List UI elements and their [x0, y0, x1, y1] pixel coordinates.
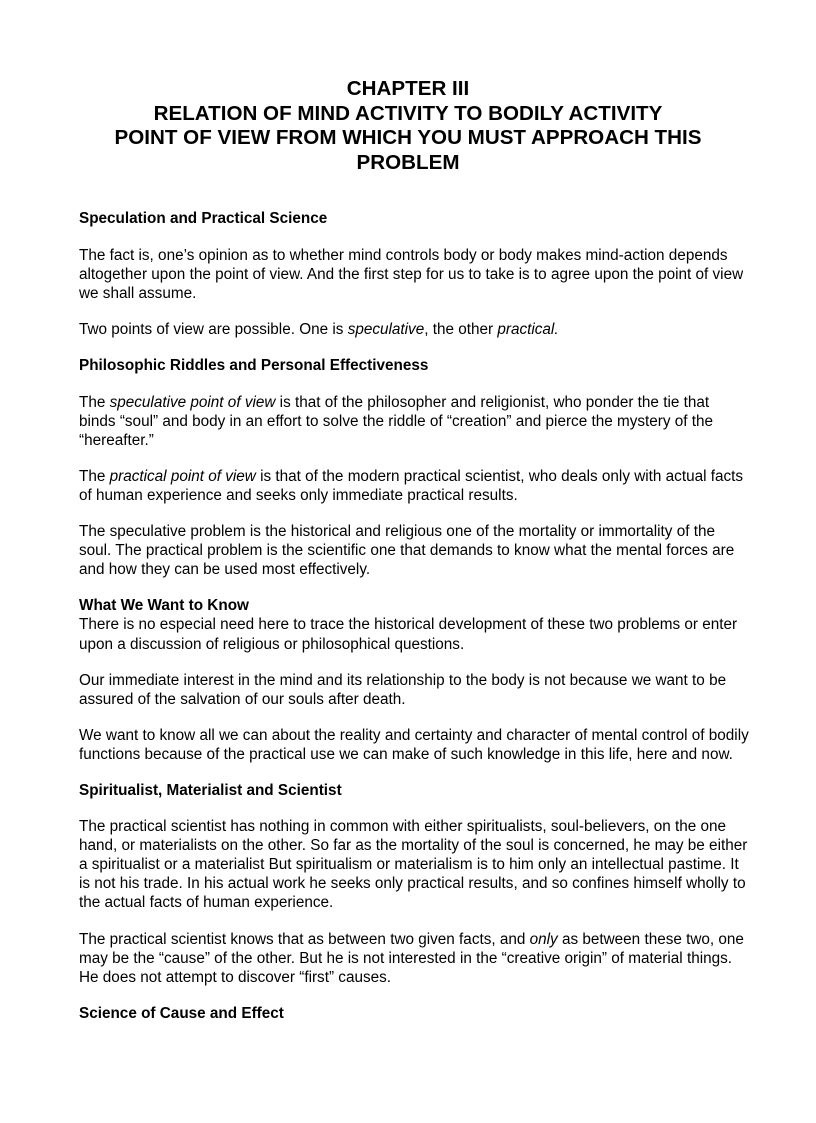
section-heading: Speculation and Practical Science: [79, 210, 328, 227]
chapter-title: [0, 77, 816, 176]
paragraph: The speculative point of view is that of the philosopher and religionist, who ponder the tie that binds “soul” and body in an effort to solve the riddle of “creation” and pierce the mystery of the “hereafter.”: [79, 393, 714, 449]
chapter-number: CHAPTER III: [346, 77, 470, 100]
paragraph: The practical scientist knows that as between two given facts, and only as between these two, one may be the “cause” of the other. But he is not interested in the “creative origin” of material things. He does not attempt to discover “first” causes.: [79, 930, 744, 986]
section-heading: Philosophic Riddles and Personal Effectiveness: [79, 357, 429, 375]
paragraph: There is no especial need here to trace the historical development of these two problems or enter upon a discussion of religious or philosophical questions.: [79, 616, 738, 653]
paragraph: Our immediate interest in the mind and its relationship to the body is not because we want to be assured of the salvation of our souls after death.: [79, 671, 727, 708]
paragraph: The fact is, one’s opinion as to whether mind controls body or body makes mind-action depends altogether upon the point of view. And the first step for us to take is to agree upon the point of view we shall assume.: [79, 247, 744, 303]
paragraph: The practical scientist has nothing in common with either spiritualists, soul-believers, on the one hand, or materialists on the other. So far as the mortality of the soul is concerned, he may be either a spiritualist or a materialist But spiritualism or materialism is to him only an intellectual pastime. It is not his trade. In his actual work he seeks only practical results, and so confines himself wholly to the actual facts of human experience.: [79, 818, 748, 912]
chapter-subtitle-line: PROBLEM: [356, 151, 460, 175]
body-text: [79, 209, 749, 1040]
paragraph: Two points of view are possible. One is speculative, the other practical.: [79, 321, 559, 339]
section-heading: Spiritualist, Materialist and Scientist: [79, 781, 342, 799]
section-heading: Science of Cause and Effect: [79, 1004, 284, 1022]
chapter-title-line: RELATION OF MIND ACTIVITY TO BODILY ACTIVITY: [153, 101, 663, 125]
paragraph: The speculative problem is the historical and religious one of the mortality or immortality of the soul. The practical problem is the scientific one that demands to know what the mental forces are and how they can be used most effectively.: [79, 523, 735, 579]
paragraph: The practical point of view is that of the modern practical scientist, who deals only with actual facts of human experience and seeks only immediate practical results.: [79, 467, 744, 504]
chapter-subtitle-line: POINT OF VIEW FROM WHICH YOU MUST APPROACH THIS: [114, 126, 702, 150]
section-heading: What We Want to Know: [79, 597, 249, 615]
paragraph: We want to know all we can about the reality and certainty and character of mental control of bodily functions because of the practical use we can make of such knowledge in this life, here and now.: [79, 726, 749, 763]
